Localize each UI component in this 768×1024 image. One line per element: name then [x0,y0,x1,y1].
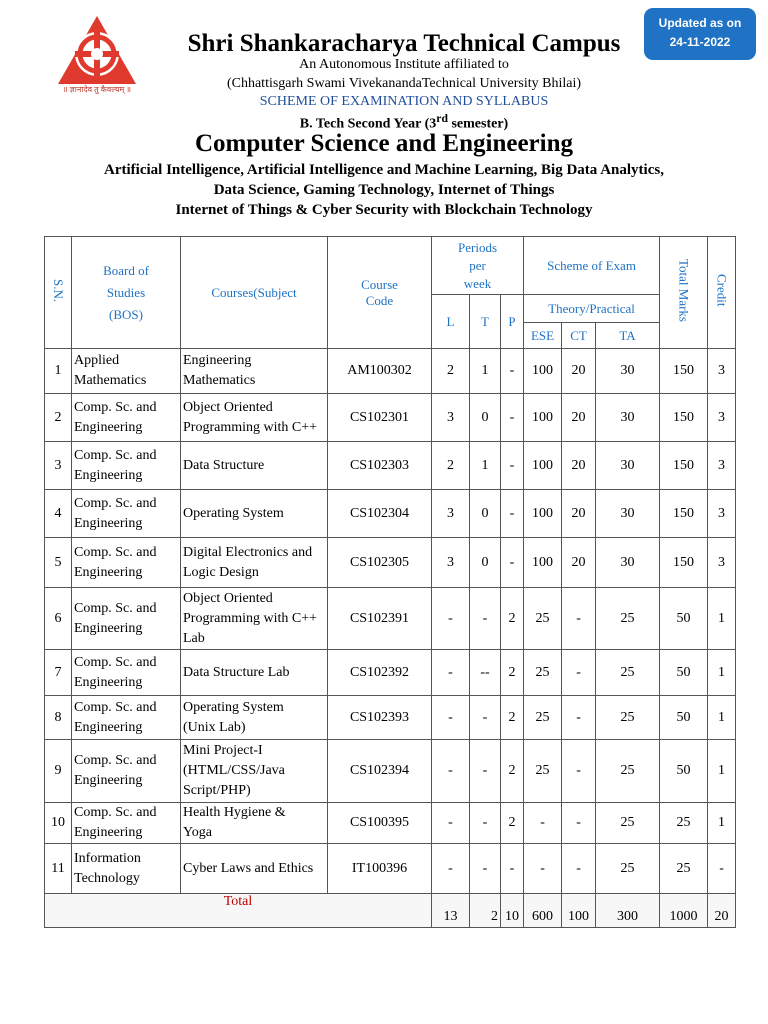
header-periods: Periods per week [432,237,524,295]
total-T: 2 [470,894,501,928]
cell-bos-line: Comp. Sc. and [74,600,157,616]
cell-course-line: Object Oriented [183,399,273,415]
cell-ESE: 100 [524,349,562,394]
cell-sn: 3 [45,442,72,490]
cell-course-line: Yoga [183,825,212,840]
cell-bos [72,740,181,803]
cell-CT: - [562,588,596,650]
cell-CT: - [562,650,596,696]
cell-bos-line: Comp. Sc. and [74,544,157,560]
university-line: (Chhattisgarh Swami VivekanandaTechnical University Bhilai) [226,76,582,91]
cell-bos-line: Engineering [74,419,143,435]
cell-TA: 25 [596,650,660,696]
cell-course-line: (Unix Lab) [183,719,246,735]
cell-bos-line: Information [74,850,141,866]
cell-code: CS102393 [328,696,432,740]
specializations-line2: Data Science, Gaming Technology, Internet of Things [213,182,555,198]
cell-total: 150 [660,490,708,538]
cell-L: 3 [432,394,470,442]
cell-T: - [470,803,501,844]
cell-L: - [432,588,470,650]
total-CT: 100 [562,894,596,928]
cell-sn: 11 [45,844,72,894]
cell-course-line: Engineering [183,353,252,368]
table-row [45,349,736,394]
cell-course-line: Data Structure Lab [183,664,290,680]
table-row [45,696,736,740]
header-sn: S.N. [45,237,72,349]
cell-credit: 3 [708,490,736,538]
cell-bos [72,696,181,740]
cell-course-line: Operating System [183,699,284,715]
header-TA: TA [596,323,660,349]
cell-course [181,442,328,490]
cell-TA: 25 [596,588,660,650]
year-sup: rd [436,112,448,125]
cell-total: 150 [660,442,708,490]
cell-credit: 1 [708,650,736,696]
cell-total: 50 [660,588,708,650]
cell-L: - [432,650,470,696]
cell-bos-line: Comp. Sc. and [74,654,157,670]
cell-CT: 20 [562,349,596,394]
header-T: T [470,295,501,349]
cell-total: 50 [660,696,708,740]
cell-sn: 10 [45,803,72,844]
cell-T: -- [470,650,501,696]
cell-P: - [501,538,524,588]
cell-sn: 6 [45,588,72,650]
cell-course-line: Data Structure [183,457,265,473]
cell-course [181,740,328,803]
cell-T: 0 [470,394,501,442]
cell-P: 2 [501,803,524,844]
table-row [45,803,736,844]
table-row [45,844,736,894]
table-row [45,490,736,538]
year-suffix: semester) [447,116,509,132]
cell-bos [72,442,181,490]
cell-sn: 9 [45,740,72,803]
cell-ESE: 25 [524,696,562,740]
cell-ESE: 25 [524,650,562,696]
cell-total: 25 [660,844,708,894]
cell-L: 2 [432,349,470,394]
cell-P: - [501,349,524,394]
cell-bos-line: Engineering [74,467,143,483]
cell-course-line: Mini Project-I [183,743,263,758]
cell-P: 2 [501,650,524,696]
cell-T: - [470,740,501,803]
cell-bos-line: Applied [74,353,120,368]
cell-TA: 30 [596,349,660,394]
cell-credit: 1 [708,696,736,740]
cell-bos-line: Comp. Sc. and [74,805,157,820]
cell-bos-line: Mathematics [74,373,147,388]
header-CT: CT [562,323,596,349]
cell-CT: 20 [562,490,596,538]
cell-bos [72,490,181,538]
header-courses: Courses(Subject [181,237,328,349]
cell-bos [72,394,181,442]
total-marks: 1000 [660,894,708,928]
cell-L: 3 [432,538,470,588]
cell-course [181,803,328,844]
cell-CT: - [562,740,596,803]
cell-L: - [432,740,470,803]
cell-course-line: Script/PHP) [183,783,251,798]
cell-TA: 25 [596,740,660,803]
cell-credit: 3 [708,394,736,442]
cell-credit: 1 [708,588,736,650]
header-scheme-of-exam: Scheme of Exam [524,237,660,295]
cell-total: 150 [660,394,708,442]
cell-code: CS102394 [328,740,432,803]
cell-bos-line: Technology [74,870,140,886]
cell-TA: 25 [596,696,660,740]
cell-bos-line: Engineering [74,773,143,788]
cell-T: 1 [470,442,501,490]
cell-course-line: Programming with C++ [183,419,318,435]
cell-bos-line: Comp. Sc. and [74,495,157,511]
cell-ESE: 100 [524,538,562,588]
cell-L: - [432,844,470,894]
specializations-line3: Internet of Things & Cyber Security with Blockchain Technology [175,202,593,218]
cell-ESE: - [524,844,562,894]
cell-bos [72,844,181,894]
cell-code: CS102304 [328,490,432,538]
cell-credit: 3 [708,349,736,394]
table-row [45,740,736,803]
cell-bos [72,538,181,588]
cell-TA: 30 [596,394,660,442]
cell-credit: 1 [708,740,736,803]
table-row [45,650,736,696]
cell-TA: 30 [596,490,660,538]
cell-bos-line: Engineering [74,620,143,636]
total-label: Total [45,894,432,928]
total-L: 13 [432,894,470,928]
cell-L: 3 [432,490,470,538]
cell-bos-line: Engineering [74,515,143,531]
cell-TA: 30 [596,442,660,490]
cell-CT: 20 [562,538,596,588]
autonomous-line: An Autonomous Institute affiliated to [299,57,509,72]
cell-bos [72,650,181,696]
cell-P: 2 [501,696,524,740]
cell-course [181,349,328,394]
cell-code: CS102301 [328,394,432,442]
header-bos: Board of Studies (BOS) [72,237,181,349]
cell-bos [72,349,181,394]
cell-code: AM100302 [328,349,432,394]
cell-ESE: 25 [524,588,562,650]
cell-T: - [470,696,501,740]
cell-course-line: Operating System [183,505,284,521]
cell-course-line: Mathematics [183,373,256,388]
cell-course [181,650,328,696]
cell-bos-line: Engineering [74,564,143,580]
cell-bos-line: Engineering [74,719,143,735]
cell-credit: 3 [708,442,736,490]
cell-course-line: Logic Design [183,564,259,580]
cell-total: 25 [660,803,708,844]
cell-code: CS100395 [328,803,432,844]
cell-P: 2 [501,740,524,803]
cell-sn: 1 [45,349,72,394]
cell-T: - [470,588,501,650]
cell-course [181,844,328,894]
cell-course-line: Lab [183,630,205,646]
cell-sn: 2 [45,394,72,442]
cell-sn: 5 [45,538,72,588]
table-row [45,394,736,442]
cell-CT: - [562,696,596,740]
table-row [45,588,736,650]
cell-bos [72,803,181,844]
badge-date: 24-11-2022 [669,35,731,49]
header-P: P [501,295,524,349]
cell-CT: 20 [562,442,596,490]
header-theory-practical: Theory/Practical [524,295,660,323]
total-credit: 20 [708,894,736,928]
total-P: 10 [501,894,524,928]
cell-code: CS102303 [328,442,432,490]
cell-course [181,490,328,538]
cell-T: 0 [470,538,501,588]
header-total-marks: Total Marks [660,237,708,349]
header-ESE: ESE [524,323,562,349]
cell-ESE: 25 [524,740,562,803]
cell-ESE: - [524,803,562,844]
cell-bos-line: Engineering [74,674,143,690]
cell-code: CS102391 [328,588,432,650]
scheme-title: SCHEME OF EXAMINATION AND SYLLABUS [259,94,549,109]
cell-credit: 3 [708,538,736,588]
header-L: L [432,295,470,349]
cell-course [181,394,328,442]
cell-ESE: 100 [524,394,562,442]
cell-bos-line: Comp. Sc. and [74,699,157,715]
cell-P: - [501,490,524,538]
cell-course [181,696,328,740]
cell-P: 2 [501,588,524,650]
header-course-code: Course Code [328,237,432,349]
campus-name: Shri Shankaracharya Technical Campus [187,30,621,57]
cell-course-line: Digital Electronics and [183,544,313,560]
cell-bos-line: Comp. Sc. and [74,447,157,463]
cell-bos-line: Comp. Sc. and [74,753,157,768]
cell-code: CS102305 [328,538,432,588]
cell-course-line: Object Oriented [183,590,273,606]
cell-course-line: Programming with C++ [183,610,318,626]
cell-course-line: Cyber Laws and Ethics [183,860,314,876]
cell-TA: 25 [596,803,660,844]
cell-course [181,538,328,588]
cell-total: 150 [660,349,708,394]
cell-P: - [501,394,524,442]
cell-code: IT100396 [328,844,432,894]
cell-course [181,588,328,650]
total-ESE: 600 [524,894,562,928]
cell-sn: 4 [45,490,72,538]
table-row [45,538,736,588]
cell-TA: 25 [596,844,660,894]
total-TA: 300 [596,894,660,928]
cell-course-line: Health Hygiene & [183,805,286,820]
cell-L: - [432,696,470,740]
cell-P: - [501,844,524,894]
cell-credit: 1 [708,803,736,844]
logo-motto: ॥ ज्ञानादेव तु कैवल्यम् ॥ [62,85,132,94]
cell-T: 0 [470,490,501,538]
year-prefix: B. Tech Second Year (3 [299,116,437,132]
cell-course-line: (HTML/CSS/Java [183,763,285,778]
table-body [45,349,736,894]
badge-line1: Updated as on [658,16,742,30]
cell-L: - [432,803,470,844]
cell-ESE: 100 [524,442,562,490]
syllabus-table [44,236,736,928]
specializations-line1: Artificial Intelligence, Artificial Intelligence and Machine Learning, Big Data Analytics, [104,162,664,178]
cell-sn: 8 [45,696,72,740]
cell-CT: - [562,844,596,894]
totals-row [45,894,736,928]
header-credit: Credit [708,237,736,349]
cell-CT: 20 [562,394,596,442]
cell-P: - [501,442,524,490]
cell-bos-line: Engineering [74,825,143,840]
cell-total: 50 [660,650,708,696]
cell-total: 50 [660,740,708,803]
cell-T: - [470,844,501,894]
cell-L: 2 [432,442,470,490]
cell-CT: - [562,803,596,844]
cell-bos [72,588,181,650]
cell-T: 1 [470,349,501,394]
cell-ESE: 100 [524,490,562,538]
cell-code: CS102392 [328,650,432,696]
table-row [45,442,736,490]
cell-total: 150 [660,538,708,588]
cell-sn: 7 [45,650,72,696]
cell-TA: 30 [596,538,660,588]
department-title: Computer Science and Engineering [194,130,573,157]
cell-bos-line: Comp. Sc. and [74,399,157,415]
cell-credit: - [708,844,736,894]
